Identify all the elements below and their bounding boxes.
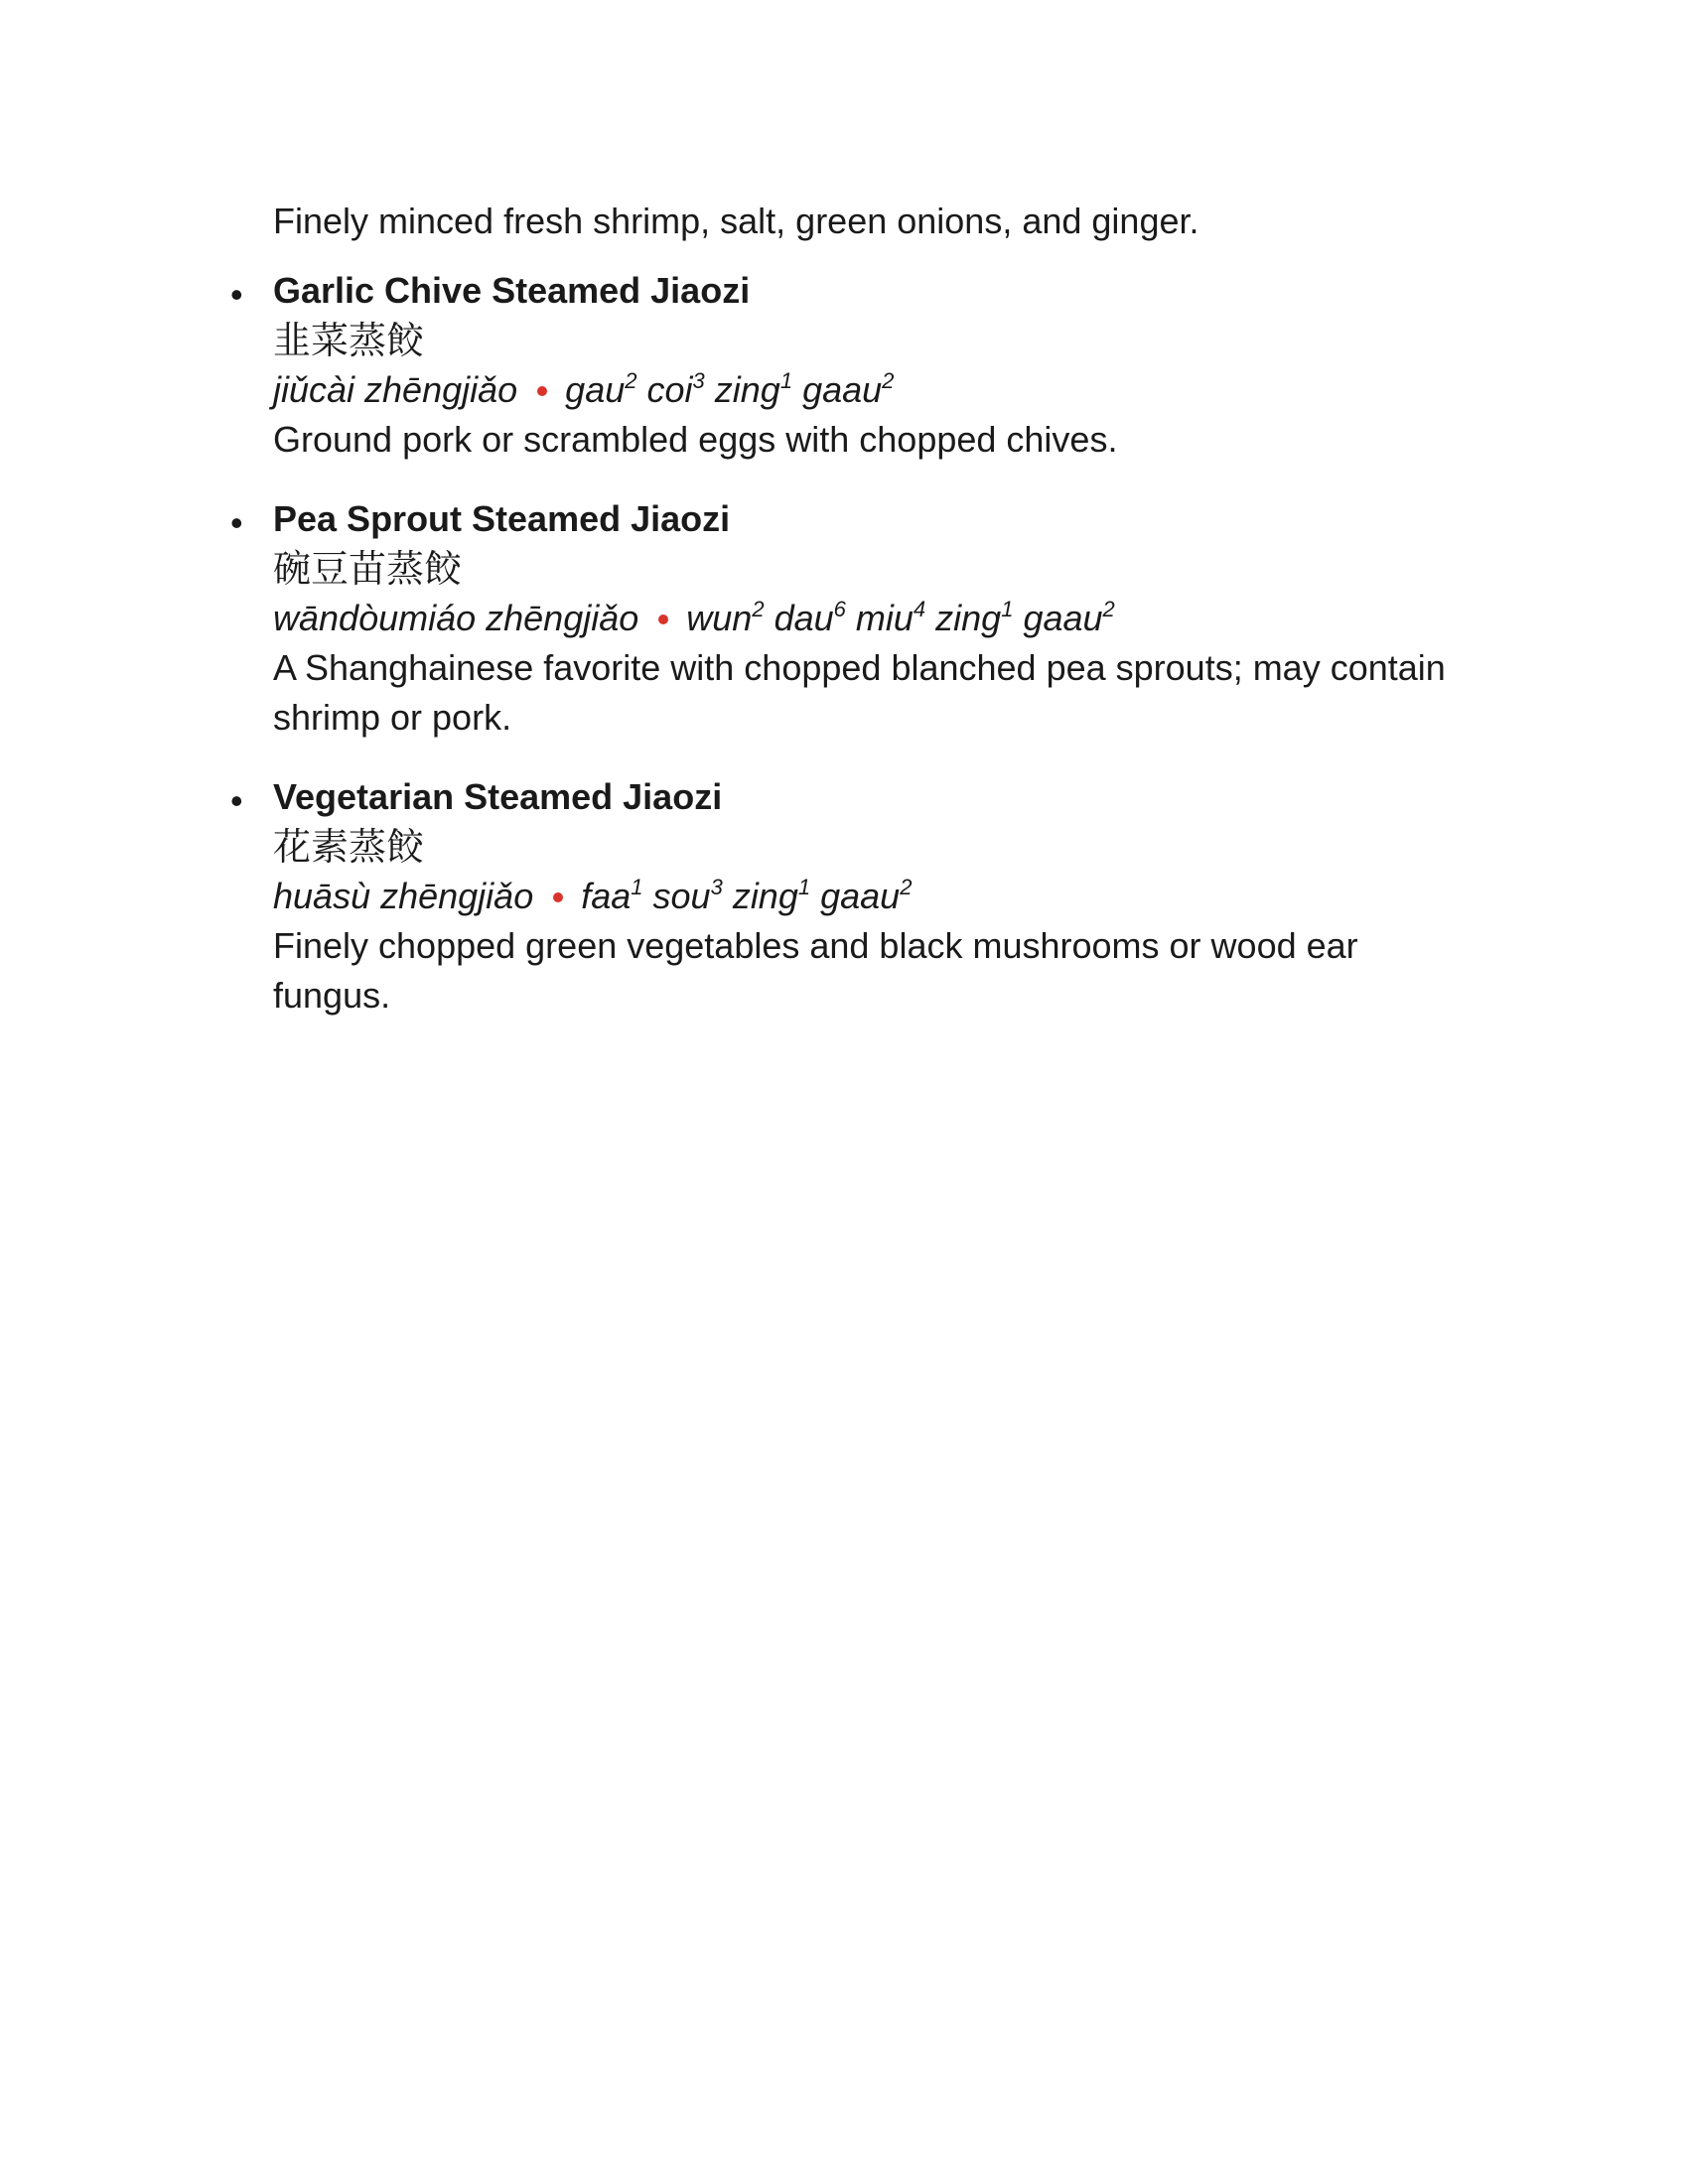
jyutping-syllable: [565, 369, 636, 410]
syllable-text: zing: [714, 369, 780, 410]
dish-romanization: [273, 594, 1479, 643]
tone-number: 2: [1102, 597, 1115, 621]
dish-romanization: [273, 872, 1479, 921]
jyutping-syllable: [1023, 598, 1114, 638]
tone-number: 3: [692, 368, 705, 393]
tone-number: 4: [913, 597, 926, 621]
syllable-text: zing: [935, 598, 1002, 638]
tone-number: 6: [833, 597, 846, 621]
jyutping-syllable: [653, 876, 723, 916]
jyutping-syllable: [802, 369, 894, 410]
bullet-icon: •: [230, 780, 243, 821]
jyutping-syllable: [715, 369, 792, 410]
jyutping-syllable: [647, 369, 705, 410]
pinyin: wāndòumiáo zhēngjiǎo: [273, 598, 639, 638]
dish-chinese-name: 韭菜蒸餃: [273, 319, 425, 362]
syllable-text: gaau: [1023, 598, 1103, 638]
dish-romanization: [273, 365, 1479, 415]
tone-number: 2: [752, 597, 765, 621]
syllable-text: coi: [646, 369, 693, 410]
dish-name: Vegetarian Steamed Jiaozi: [273, 776, 723, 817]
continuation-description: Finely minced fresh shrimp, salt, green onions, and ginger.: [273, 201, 1199, 241]
dish-body: [273, 494, 1479, 743]
jyutping-syllable: [820, 876, 912, 916]
syllable-text: miu: [855, 598, 914, 638]
syllable-text: gaau: [802, 369, 883, 410]
tone-number: 2: [882, 368, 895, 393]
pinyin: jiǔcài zhēngjiǎo: [273, 369, 518, 410]
bullet-icon: •: [230, 502, 243, 543]
tone-number: 1: [797, 875, 811, 899]
separator-dot-icon: [537, 386, 547, 396]
tone-number: 2: [625, 368, 637, 393]
dish-body: [273, 772, 1479, 1021]
pinyin: huāsù zhēngjiǎo: [273, 876, 534, 916]
jyutping-syllable: [733, 876, 810, 916]
jyutping-syllable: [935, 598, 1013, 638]
jyutping-syllable: [856, 598, 925, 638]
syllable-text: gau: [565, 369, 626, 410]
separator-dot-icon: [553, 892, 563, 902]
syllable-text: dau: [774, 598, 834, 638]
dish-chinese-name: 碗豆苗蒸餃: [273, 547, 463, 591]
separator-dot-icon: [658, 614, 668, 624]
jyutping-syllable: [581, 876, 642, 916]
tone-number: 1: [631, 875, 643, 899]
dish-description: A Shanghainese favorite with chopped blanched pea sprouts; may contain shrimp or pork.: [273, 647, 1446, 738]
dish-chinese-name: 花素蒸餃: [273, 825, 425, 869]
dish-description: Ground pork or scrambled eggs with chopped chives.: [273, 419, 1118, 460]
dish-description: Finely chopped green vegetables and black mushrooms or wood ear fungus.: [273, 925, 1358, 1016]
syllable-text: wun: [686, 598, 753, 638]
syllable-text: faa: [581, 876, 632, 916]
jyutping: [686, 598, 1115, 638]
syllable-text: sou: [652, 876, 711, 916]
jyutping-syllable: [774, 598, 846, 638]
jyutping: [565, 369, 894, 410]
tone-number: 3: [710, 875, 723, 899]
bullet-icon: •: [230, 274, 243, 315]
jyutping: [581, 876, 912, 916]
tone-number: 1: [1001, 597, 1014, 621]
dish-name: Pea Sprout Steamed Jiaozi: [273, 498, 731, 539]
tone-number: 1: [779, 368, 793, 393]
tone-number: 2: [900, 875, 913, 899]
dish-name: Garlic Chive Steamed Jiaozi: [273, 270, 751, 311]
dish-body: [273, 266, 1479, 465]
syllable-text: gaau: [820, 876, 901, 916]
syllable-text: zing: [732, 876, 798, 916]
jyutping-syllable: [686, 598, 764, 638]
